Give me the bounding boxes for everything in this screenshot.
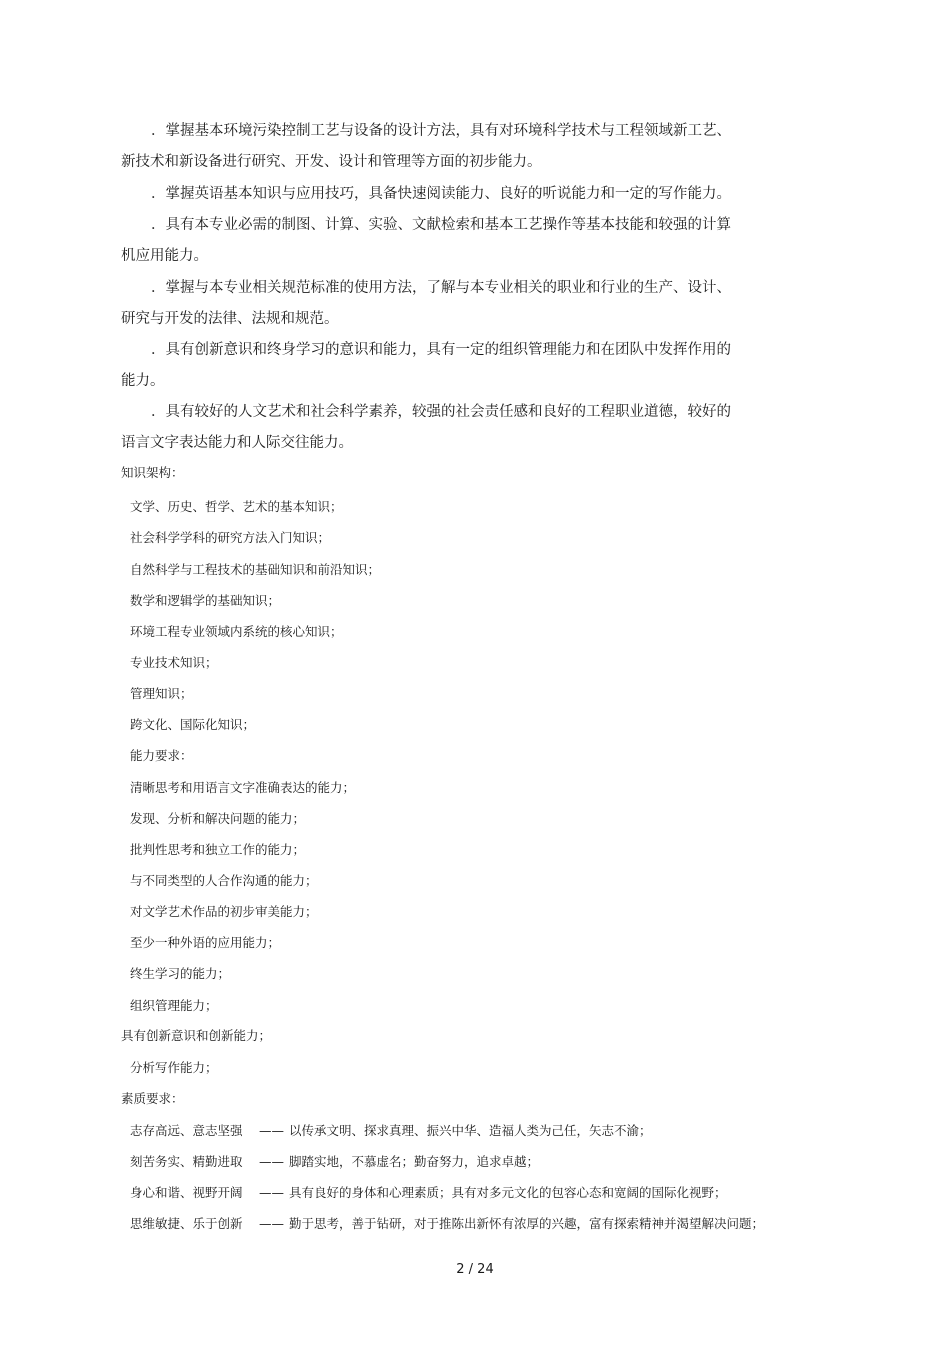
paragraph-line: 语言文字表达能力和人际交往能力。 <box>121 435 353 451</box>
dash-separator: —— <box>259 1154 284 1169</box>
knowledge-item: 专业技术知识； <box>130 655 218 670</box>
skill-item: 至少一种外语的应用能力； <box>130 935 281 950</box>
quality-row <box>130 1121 652 1139</box>
quality-term: 身心和谐、视野开阔 <box>130 1185 243 1200</box>
paragraph-line: 能力。 <box>121 373 165 389</box>
skills-heading: 能力要求： <box>130 748 193 763</box>
knowledge-heading: 知识架构： <box>121 465 184 480</box>
paragraph-line: ．具有创新意识和终身学习的意识和能力，具有一定的组织管理能力和在团队中发挥作用的 <box>151 342 731 358</box>
knowledge-item: 数学和逻辑学的基础知识； <box>130 593 281 608</box>
skill-item: 发现、分析和解决问题的能力； <box>130 811 306 826</box>
ability-paragraph <box>121 273 761 335</box>
skill-item: 批判性思考和独立工作的能力； <box>130 842 306 857</box>
paragraph-line: ．掌握英语基本知识与应用技巧，具备快速阅读能力、良好的听说能力和一定的写作能力。 <box>151 186 731 202</box>
paragraph-line: 研究与开发的法律、法规和规范。 <box>121 311 339 327</box>
skill-item: 清晰思考和用语言文字准确表达的能力； <box>130 780 356 795</box>
dash-separator: —— <box>259 1185 284 1200</box>
skill-item: 终生学习的能力； <box>130 966 231 981</box>
skill-item: 与不同类型的人合作沟通的能力； <box>130 873 318 888</box>
quality-row <box>130 1214 764 1232</box>
page-number: 2 / 24 <box>456 1262 494 1277</box>
knowledge-item: 文学、历史、哲学、艺术的基本知识； <box>130 499 343 514</box>
knowledge-item: 环境工程专业领域内系统的核心知识； <box>130 624 343 639</box>
paragraph-line: ．掌握基本环境污染控制工艺与设备的设计方法，具有对环境科学技术与工程领域新工艺、 <box>151 123 731 139</box>
dash-separator: —— <box>259 1123 284 1138</box>
quality-description: 脚踏实地，不慕虚名；勤奋努力，追求卓越； <box>289 1154 540 1169</box>
knowledge-item: 自然科学与工程技术的基础知识和前沿知识； <box>130 562 381 577</box>
quality-description: 具有良好的身体和心理素质；具有对多元文化的包容心态和宽阔的国际化视野； <box>289 1185 727 1200</box>
quality-term: 刻苦务实、精勤进取 <box>130 1154 243 1169</box>
paragraph-line: 机应用能力。 <box>121 248 208 264</box>
quality-term: 思维敏捷、乐于创新 <box>130 1216 243 1231</box>
skill-item-writing: 分析写作能力； <box>130 1060 218 1075</box>
ability-paragraph <box>121 210 761 272</box>
ability-paragraph <box>121 397 761 459</box>
skill-item: 组织管理能力； <box>130 998 218 1013</box>
paragraph-line: ．具有本专业必需的制图、计算、实验、文献检索和基本工艺操作等基本技能和较强的计算 <box>151 217 731 233</box>
quality-row <box>130 1152 539 1170</box>
quality-description: 勤于思考，善于钻研，对于推陈出新怀有浓厚的兴趣，富有探索精神并渴望解决问题； <box>289 1216 765 1231</box>
knowledge-item: 社会科学学科的研究方法入门知识； <box>130 530 331 545</box>
paragraph-line: ．掌握与本专业相关规范标准的使用方法，了解与本专业相关的职业和行业的生产、设计、 <box>151 280 731 296</box>
knowledge-item: 跨文化、国际化知识； <box>130 717 256 732</box>
ability-paragraph <box>121 116 761 178</box>
ability-paragraph <box>121 179 761 210</box>
quality-description: 以传承文明、探求真理、振兴中华、造福人类为己任，矢志不渝； <box>289 1123 652 1138</box>
ability-paragraph <box>121 335 761 397</box>
quality-term: 志存高远、意志坚强 <box>130 1123 243 1138</box>
quality-heading: 素质要求： <box>121 1091 184 1106</box>
paragraph-line: ．具有较好的人文艺术和社会科学素养，较强的社会责任感和良好的工程职业道德，较好的 <box>151 404 731 420</box>
knowledge-item: 管理知识； <box>130 686 193 701</box>
paragraph-line: 新技术和新设备进行研究、开发、设计和管理等方面的初步能力。 <box>121 154 542 170</box>
skill-item: 对文学艺术作品的初步审美能力； <box>130 904 318 919</box>
quality-row <box>130 1183 727 1201</box>
skill-item-innovation: 具有创新意识和创新能力； <box>121 1028 272 1043</box>
dash-separator: —— <box>259 1216 284 1231</box>
